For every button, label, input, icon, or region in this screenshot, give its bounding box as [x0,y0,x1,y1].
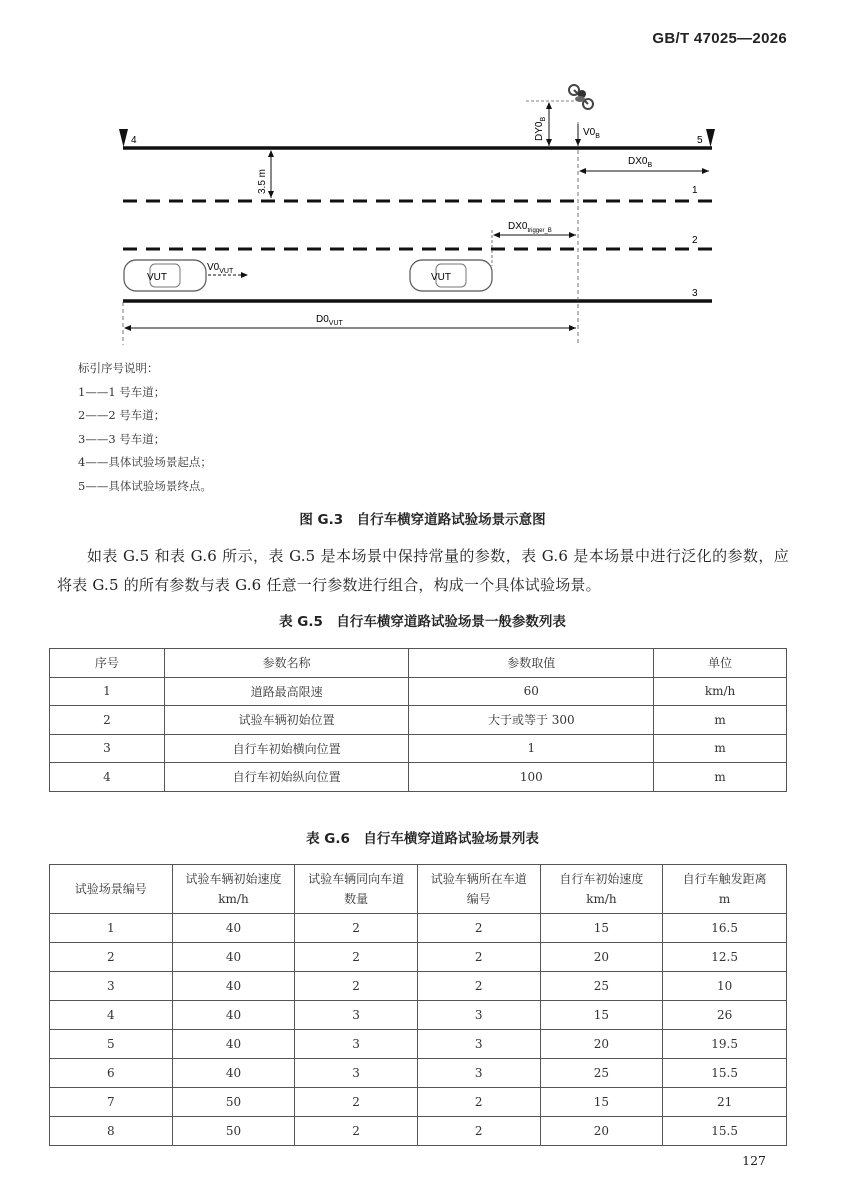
table6-caption: 表 G.6 自行车横穿道路试验场景列表 [306,831,539,847]
table-cell: 1 [409,734,654,763]
table-cell: 15 [540,1088,663,1117]
table-cell: 2 [295,1117,418,1146]
table-cell: 大于或等于 300 [409,706,654,735]
table-cell: 3 [50,734,165,763]
scenario-diagram [0,0,845,350]
table-cell: 2 [417,914,540,943]
table-cell: 40 [172,1059,295,1088]
table-cell: 4 [50,763,165,792]
vut-speed-label: $V0_{VUT}$ [207,262,234,275]
dy-label: $DY0_B$ [534,116,547,141]
table-cell: 20 [540,1030,663,1059]
table-header-row [50,649,787,678]
lane-width-label: 3.5 m [257,168,268,194]
table-cell: 2 [417,1117,540,1146]
table-cell: 25 [540,1059,663,1088]
table-row [50,943,787,972]
table-cell: 40 [172,1030,295,1059]
table-row [50,706,787,735]
table-cell: 10 [663,972,787,1001]
table-cell: m [654,734,787,763]
table-header-cell: 自行车初始速度 km/h [540,865,663,914]
table-header-cell: 试验车辆所在车道 编号 [417,865,540,914]
start-marker-icon [119,129,128,147]
table-cell: 40 [172,943,295,972]
table-header-cell: 参数名称 [164,649,409,678]
table-cell: 25 [540,972,663,1001]
table-row [50,1088,787,1117]
legend-item: 3——3 号车道； [78,431,166,446]
standard-code: GB/T 47025—2026 [652,30,787,47]
table-cell: 3 [295,1030,418,1059]
table-header-cell: 自行车触发距离 m [663,865,787,914]
lane-2-label: 2 [692,235,698,246]
legend-item: 5——具体试验场景终点。 [78,478,212,493]
table-cell: 2 [295,972,418,1001]
table-cell: 1 [50,677,165,706]
table-cell: 试验车辆初始位置 [164,706,409,735]
table-cell: 50 [172,1088,295,1117]
d-vut-label: $D0_{VUT}$ [316,314,343,327]
table-cell: 19.5 [663,1030,787,1059]
svg-text:VUT: VUT [147,272,167,283]
table-cell: 自行车初始纵向位置 [164,763,409,792]
dx-trigger-label: $DX0_{trigger\_B}$ [508,221,552,234]
table-cell: km/h [654,677,787,706]
table-cell: 2 [417,972,540,1001]
bike-speed-label: $V0_B$ [583,127,600,140]
table-cell: 60 [409,677,654,706]
end-label: 5 [697,135,703,146]
legend-title: 标引序号说明： [78,361,159,375]
legend-item: 4——具体试验场景起点； [78,455,212,469]
page-number: 127 [742,1153,766,1168]
end-marker-icon [706,129,715,147]
table-cell: 40 [172,914,295,943]
body-paragraph: 如表 G.5 和表 G.6 所示，表 G.5 是本场景中保持常量的参数，表 G.6 是本场景中进行泛化的参数，应将表 G.5 的所有参数与表 G.6 任意一行参数进行组合，构成一个具体试验场景。 [57,547,789,594]
table-row [50,1117,787,1146]
table-header-cell: 单位 [654,649,787,678]
table-cell: 自行车初始横向位置 [164,734,409,763]
figure-legend [78,357,212,498]
table6-body [50,914,787,1146]
table-header-cell: 试验车辆同向车道 数量 [295,865,418,914]
table-cell: 40 [172,972,295,1001]
legend-item: 2——2 号车道； [78,408,166,422]
lane-3-label: 3 [692,288,698,299]
vut-car-start-icon [124,260,206,291]
table-cell: 3 [417,1059,540,1088]
table-cell: 26 [663,1001,787,1030]
table-row [50,972,787,1001]
table-cell: 15.5 [663,1117,787,1146]
table-header-cell: 序号 [50,649,165,678]
table-header-cell: 试验场景编号 [50,865,173,914]
table-row [50,677,787,706]
bicycle-icon [569,85,593,109]
table5 [49,648,787,792]
table-cell: 6 [50,1059,173,1088]
table-row [50,1059,787,1088]
table-row [50,763,787,792]
table-cell: 7 [50,1088,173,1117]
table-cell: 3 [417,1001,540,1030]
table-cell: 2 [417,1088,540,1117]
table-cell: 2 [295,914,418,943]
dx-bike-label: $DX0_B$ [628,156,653,169]
table-header-cell: 试验车辆初始速度 km/h [172,865,295,914]
table-cell: 3 [50,972,173,1001]
table-cell: 21 [663,1088,787,1117]
table-row [50,1030,787,1059]
table6 [49,864,787,1146]
table-cell: m [654,763,787,792]
vut-car-trigger-icon [410,260,492,291]
table-cell: 8 [50,1117,173,1146]
lane-1-label: 1 [692,185,698,196]
table-row [50,1001,787,1030]
table5-caption: 表 G.5 自行车横穿道路试验场景一般参数列表 [279,614,566,630]
table-cell: 道路最高限速 [164,677,409,706]
table-cell: 20 [540,1117,663,1146]
table-cell: 5 [50,1030,173,1059]
start-label: 4 [131,135,137,146]
table-cell: 1 [50,914,173,943]
table-cell: 4 [50,1001,173,1030]
table-row [50,914,787,943]
table-header-cell: 参数取值 [409,649,654,678]
table-cell: 12.5 [663,943,787,972]
table-cell: 40 [172,1001,295,1030]
table-cell: 2 [417,943,540,972]
figure-caption: 图 G.3 自行车横穿道路试验场景示意图 [299,512,546,528]
table-cell: 3 [417,1030,540,1059]
table-cell: 20 [540,943,663,972]
table-row [50,734,787,763]
table-cell: 2 [295,943,418,972]
table-cell: 2 [50,706,165,735]
table-cell: 15 [540,1001,663,1030]
table-cell: 15 [540,914,663,943]
svg-text:VUT: VUT [431,272,451,283]
table-cell: m [654,706,787,735]
legend-item: 1——1 号车道； [78,384,166,399]
table-cell: 3 [295,1001,418,1030]
table-cell: 2 [295,1088,418,1117]
table-cell: 100 [409,763,654,792]
table-cell: 50 [172,1117,295,1146]
table-cell: 3 [295,1059,418,1088]
table-cell: 2 [50,943,173,972]
table-cell: 16.5 [663,914,787,943]
table-cell: 15.5 [663,1059,787,1088]
table-header-row [50,865,787,914]
